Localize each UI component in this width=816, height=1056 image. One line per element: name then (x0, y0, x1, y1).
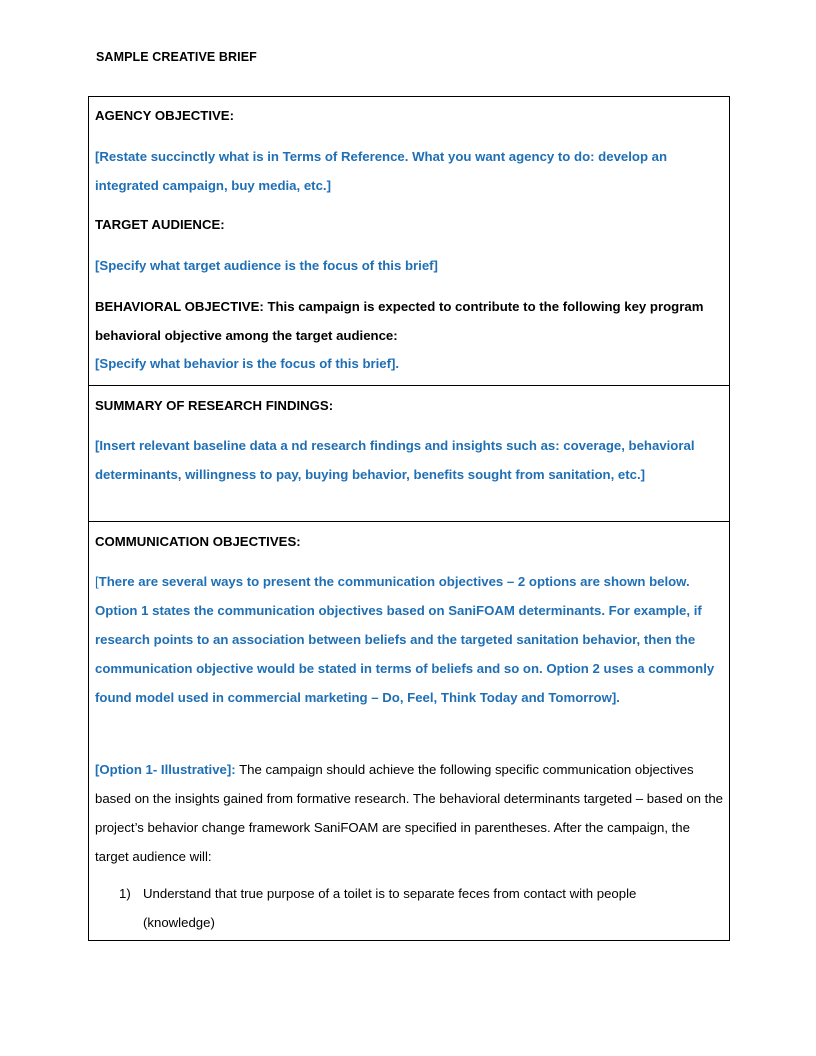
research-findings-heading: SUMMARY OF RESEARCH FINDINGS: (95, 398, 334, 413)
research-cell (89, 386, 730, 522)
option-1-text: The campaign should achieve the following specific communication objectives based on the insights gained from formative research. The behavioral determinants targeted – based on the project’s behavior change framework SaniFOAM are specified in parentheses. After the campaign, the target audience will: (95, 762, 724, 864)
creative-brief-table (88, 96, 730, 941)
behavioral-objective-placeholder: [Specify what behavior is the focus of this brief]. (95, 356, 400, 371)
behavioral-objective-text: This campaign is expected to contribute to the following key program behavioral objective among the target audience: (95, 299, 704, 343)
page-title: SAMPLE CREATIVE BRIEF (96, 50, 257, 64)
list-item-number: 1) (119, 886, 131, 901)
objectives-row (89, 97, 730, 386)
intro-bracket: [ (95, 574, 99, 589)
research-row (89, 386, 730, 522)
communication-objectives-heading: COMMUNICATION OBJECTIVES: (95, 534, 301, 549)
communication-intro (95, 567, 723, 712)
agency-objective-text: [Restate succinctly what is in Terms of Reference. What you want agency to do: develop an integrated campaign, buy media, etc.] (95, 149, 668, 193)
objectives-cell (89, 97, 730, 386)
agency-objective-heading: AGENCY OBJECTIVE: (95, 108, 234, 123)
list-item-text: Understand that true purpose of a toilet is to separate feces from contact with people (knowledge) (143, 886, 637, 930)
communication-row (89, 522, 730, 941)
communication-cell (89, 522, 730, 941)
option-1-label: [Option 1- Illustrative]: (95, 762, 236, 777)
intro-text: There are several ways to present the communication objectives – 2 options are shown below. Option 1 states the communication objectives based on SaniFOAM determinants. For example, if research points to an association between beliefs and the targeted sanitation behavior, then the communication objective would be stated in terms of beliefs and so on. Option 2 uses a commonly found model used in commercial marketing – Do, Feel, Think Today and Tomorrow]. (95, 574, 715, 705)
research-findings-text: [Insert relevant baseline data a nd research findings and insights such as: coverage, behavioral determinants, willingness to pay, buying behavior, benefits sought from sanitation, etc.] (95, 438, 695, 482)
target-audience-heading: TARGET AUDIENCE: (95, 217, 225, 232)
behavioral-objective-paragraph (95, 292, 723, 350)
target-audience-text: [Specify what target audience is the focus of this brief] (95, 258, 438, 273)
option-1-paragraph (95, 755, 723, 871)
behavioral-objective-heading: BEHAVIORAL OBJECTIVE: (95, 299, 264, 314)
